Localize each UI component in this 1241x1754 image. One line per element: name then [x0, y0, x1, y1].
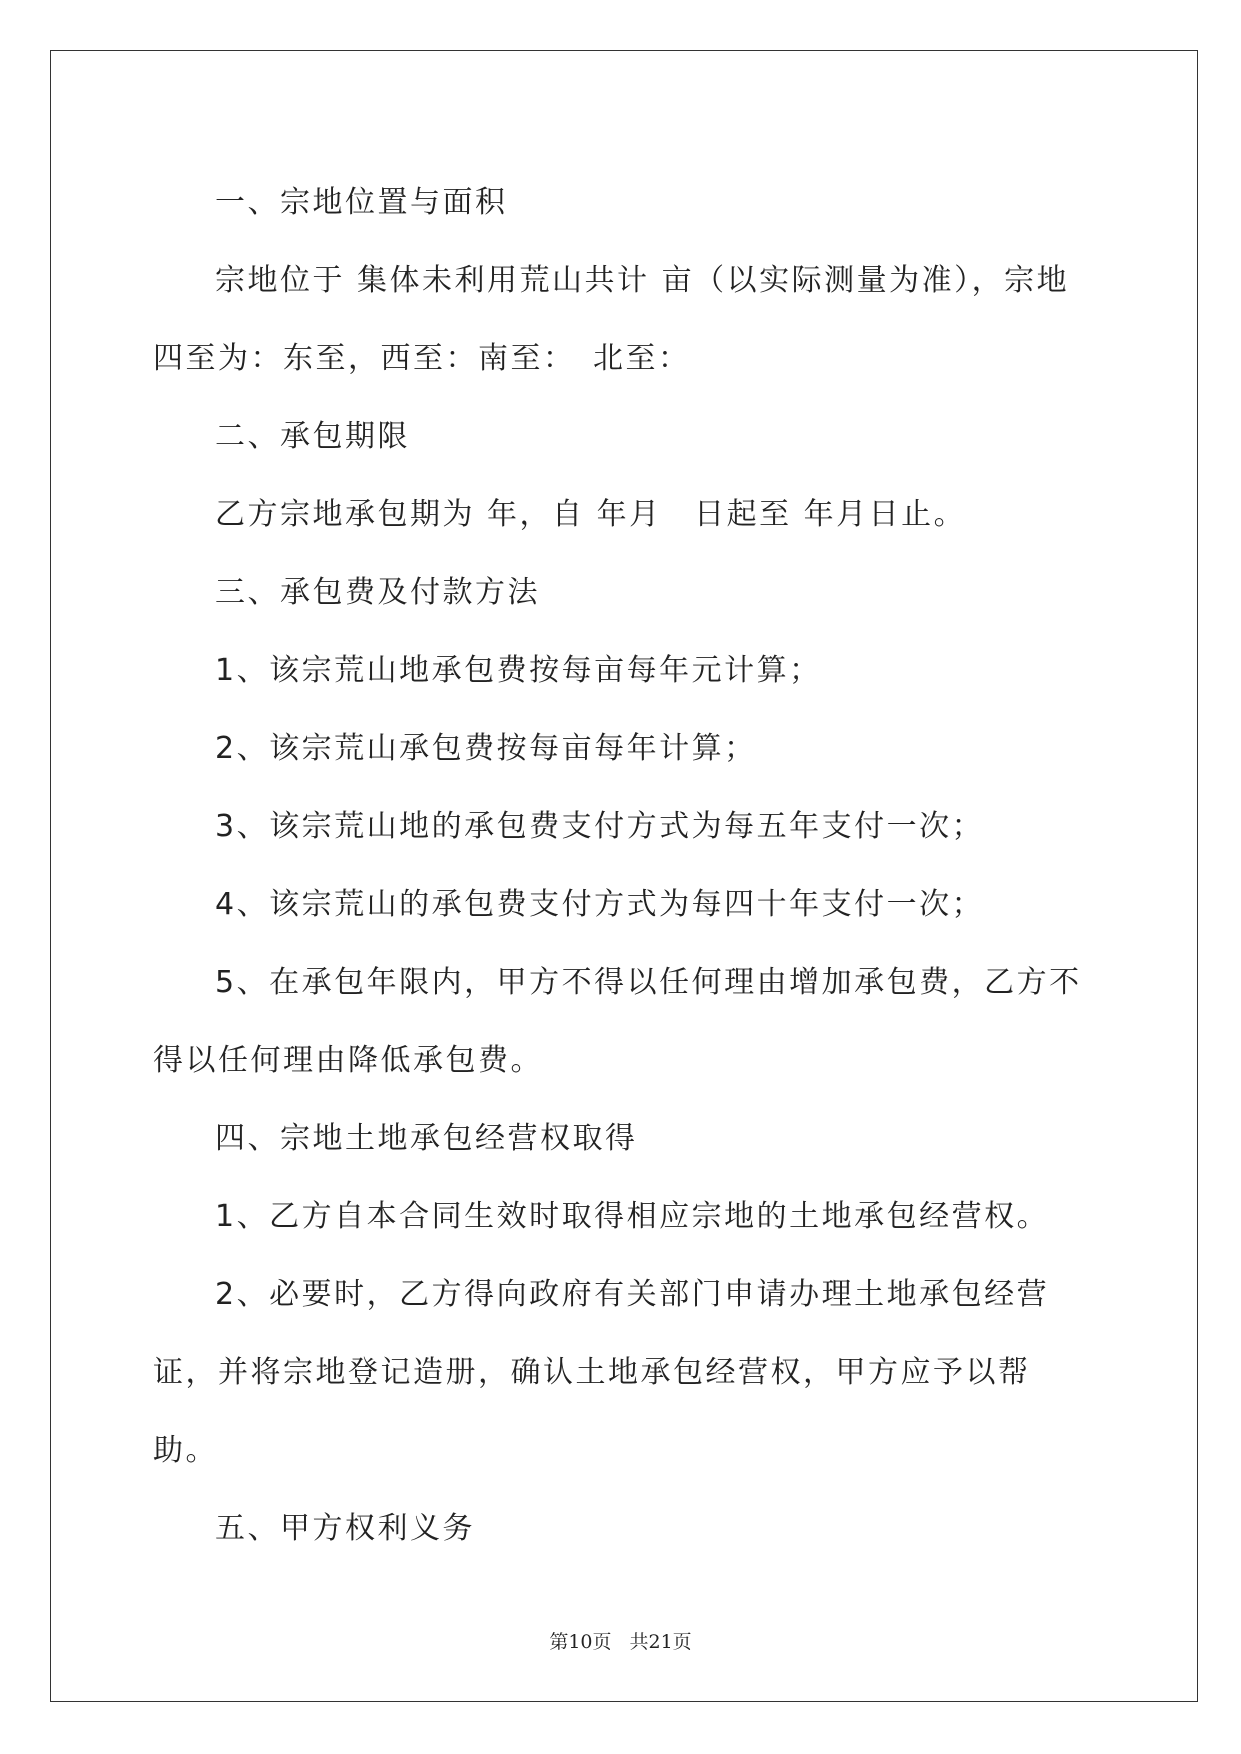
- section-heading-4: 四、宗地土地承包经营权取得: [215, 1121, 638, 1156]
- paragraph-location: 宗地位于 集体未利用荒山共计 亩（以实际测量为准），宗地四至为：东至，西至：南至： 北至：: [153, 263, 1070, 376]
- page-number: 第10页: [549, 1631, 612, 1653]
- document-body: [153, 164, 1093, 1568]
- page-total: 共21页: [629, 1631, 692, 1653]
- section-heading-5: 五、甲方权利义务: [215, 1511, 475, 1546]
- paragraph-fee-4: 4、该宗荒山的承包费支付方式为每四十年支付一次；: [215, 887, 985, 922]
- paragraph-fee-5: 5、在承包年限内，甲方不得以任何理由增加承包费，乙方不得以任何理由降低承包费。: [153, 965, 1082, 1078]
- paragraph-term: 乙方宗地承包期为 年，自 年月 日起至 年月日止。: [215, 497, 967, 532]
- paragraph-right-2: 2、必要时，乙方得向政府有关部门申请办理土地承包经营证，并将宗地登记造册，确认土地承包经营权，甲方应予以帮助。: [153, 1277, 1050, 1468]
- section-heading-3: 三、承包费及付款方法: [215, 575, 540, 610]
- paragraph-right-1: 1、乙方自本合同生效时取得相应宗地的土地承包经营权。: [215, 1199, 1050, 1234]
- paragraph-fee-3: 3、该宗荒山地的承包费支付方式为每五年支付一次；: [215, 809, 985, 844]
- section-heading-2: 二、承包期限: [215, 419, 410, 454]
- page-footer: [0, 1627, 1241, 1654]
- paragraph-fee-1: 1、该宗荒山地承包费按每亩每年元计算；: [215, 653, 822, 688]
- section-heading-1: 一、宗地位置与面积: [215, 185, 508, 220]
- paragraph-fee-2: 2、该宗荒山承包费按每亩每年计算；: [215, 731, 757, 766]
